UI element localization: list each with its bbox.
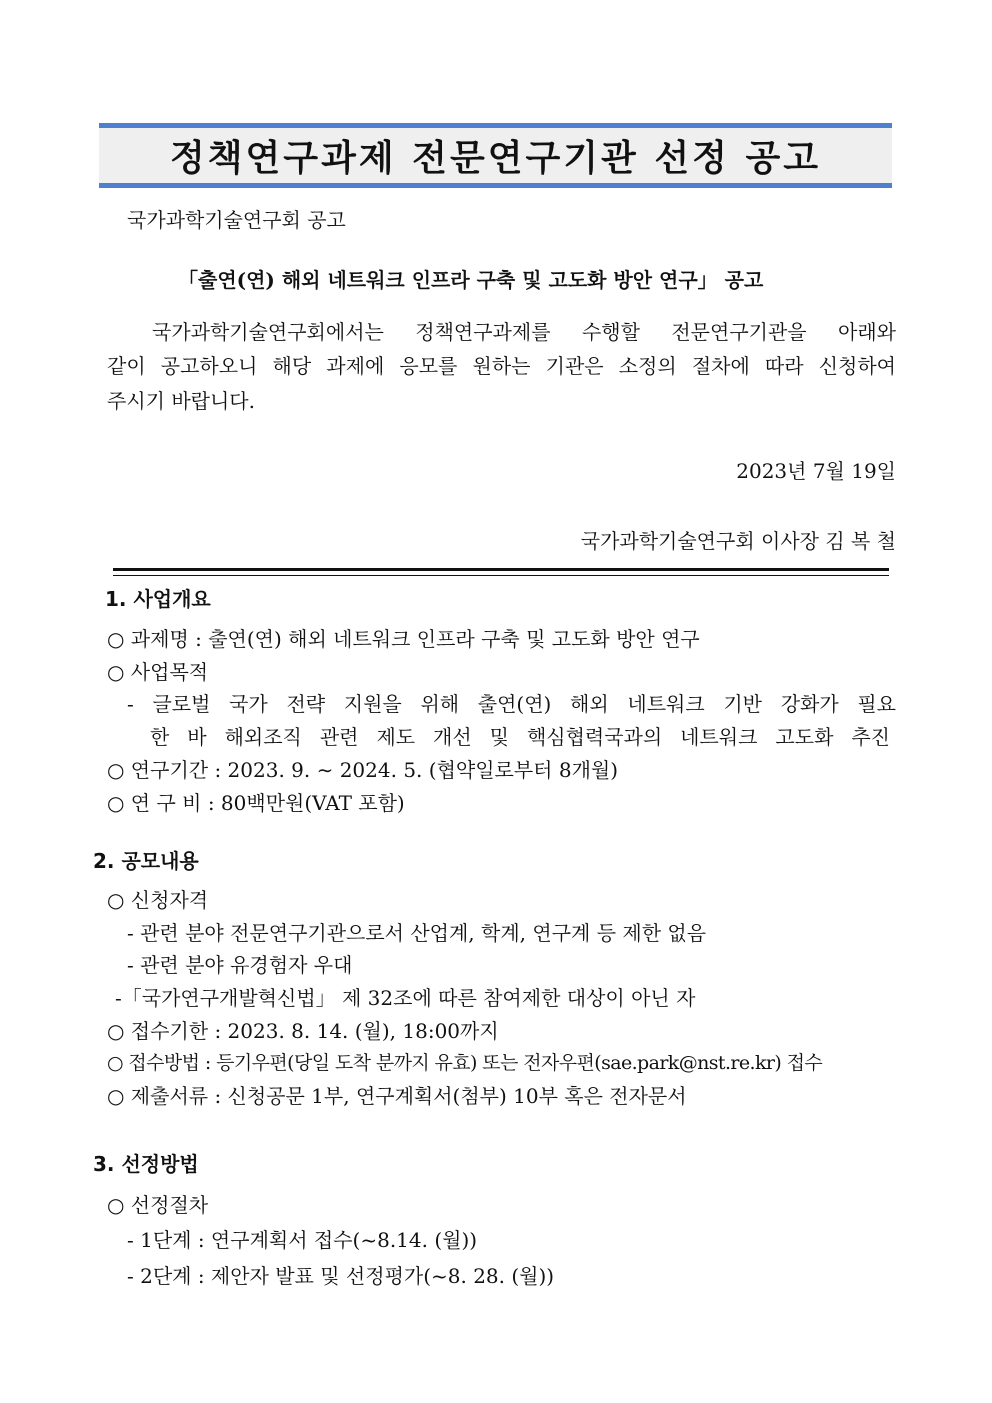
- section2-heading: 2. 공모내용: [93, 849, 199, 873]
- signature: 국가과학기술연구회 이사장 김 복 철: [580, 529, 896, 553]
- s1-purpose-line-2: 한 바 해외조직 관련 제도 개선 및 핵심협력국과의 네트워크 고도화 추진: [150, 725, 890, 749]
- issuer-line: 국가과학기술연구회 공고: [127, 208, 346, 232]
- s2-eligibility-3: -「국가연구개발혁신법」 제 32조에 따른 참여제한 대상이 아닌 자: [115, 986, 696, 1010]
- s2-eligibility-2: - 관련 분야 유경험자 우대: [127, 953, 353, 977]
- divider-thick: [113, 568, 889, 571]
- title-banner: [99, 123, 892, 188]
- s2-item-deadline: ○ 접수기한 : 2023. 8. 14. (월), 18:00까지: [107, 1019, 499, 1043]
- s2-eligibility-1: - 관련 분야 전문연구기관으로서 산업계, 학계, 연구계 등 제한 없음: [127, 921, 707, 945]
- intro-line-2: 같이 공고하오니 해당 과제에 응모를 원하는 기관은 소정의 절차에 따라 신청하여: [107, 354, 896, 378]
- section3-heading: 3. 선정방법: [93, 1152, 199, 1176]
- s3-step-1: - 1단계 : 연구계획서 접수(~8.14. (월)): [127, 1228, 478, 1252]
- s3-item-procedure: ○ 선정절차: [107, 1193, 209, 1217]
- divider-thin: [113, 575, 889, 576]
- s1-item-purpose: ○ 사업목적: [107, 660, 209, 684]
- intro-line-1: 국가과학기술연구회에서는 정책연구과제를 수행할 전문연구기관을 아래와: [152, 320, 896, 344]
- s3-step-2: - 2단계 : 제안자 발표 및 선정평가(~8. 28. (월)): [127, 1264, 555, 1288]
- section1-heading: 1. 사업개요: [105, 587, 211, 611]
- s2-item-eligibility: ○ 신청자격: [107, 888, 209, 912]
- s1-item-period: ○ 연구기간 : 2023. 9. ∼ 2024. 5. (협약일로부터 8개월): [107, 758, 619, 782]
- s2-item-method: ○ 접수방법 : 등기우편(당일 도착 분까지 유효) 또는 전자우편(sae.park@nst.re.kr) 접수: [107, 1052, 823, 1074]
- s1-item-title: ○ 과제명 : 출연(연) 해외 네트워크 인프라 구축 및 고도화 방안 연구: [107, 627, 700, 651]
- s1-item-budget: ○ 연 구 비 : 80백만원(VAT 포함): [107, 791, 405, 815]
- s1-purpose-line-1: - 글로벌 국가 전략 지원을 위해 출연(연) 해외 네트워크 기반 강화가 필요: [127, 692, 896, 716]
- intro-line-3: 주시기 바랍니다.: [107, 389, 255, 413]
- notice-subject: 「출연(연) 해외 네트워크 인프라 구축 및 고도화 방안 연구」 공고: [178, 268, 764, 292]
- notice-date: 2023년 7월 19일: [736, 459, 896, 483]
- s2-item-documents: ○ 제출서류 : 신청공문 1부, 연구계획서(첨부) 10부 혹은 전자문서: [107, 1084, 687, 1108]
- page-title: 정책연구과제 전문연구기관 선정 공고: [169, 138, 822, 179]
